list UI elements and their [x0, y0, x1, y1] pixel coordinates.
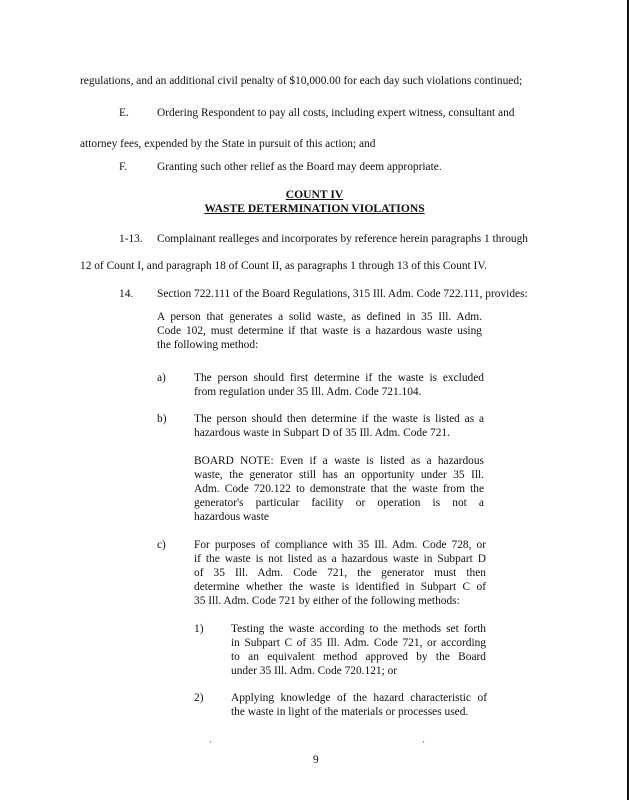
subitem-label-2: 2): [194, 692, 204, 704]
quote-line: of 35 Ill. Adm. Code 721, the generator must then: [194, 567, 486, 579]
board-note-line: hazardous waste: [194, 511, 269, 523]
item-label-c: c): [157, 539, 166, 551]
quote-line: The person should first determine if the waste is excluded: [194, 372, 484, 384]
text-line: Ordering Respondent to pay all costs, including expert witness, consultant and: [157, 107, 515, 119]
quote-line: determine whether the waste is identified in Subpart C of: [194, 581, 486, 593]
quote-line: The person should then determine if the waste is listed as a: [194, 413, 484, 425]
quote-line: in Subpart C of 35 Ill. Adm. Code 721, or according: [231, 637, 486, 649]
quote-line: if the waste is not listed as a hazardous waste in Subpart D: [194, 553, 486, 565]
quote-line: For purposes of compliance with 35 Ill. Adm. Code 728, or: [194, 539, 486, 551]
paragraph-label: 1-13.: [119, 233, 143, 245]
paragraph-label: 14.: [119, 288, 134, 300]
quote-line: the following method:: [157, 339, 259, 351]
quote-line: Code 102, must determine if that waste is a hazardous waste using: [157, 325, 482, 337]
text-line: attorney fees, expended by the State in pursuit of this action; and: [80, 138, 376, 150]
scan-speck: ·: [209, 737, 212, 747]
quote-line: under 35 Ill. Adm. Code 720.121; or: [231, 665, 398, 677]
item-label-b: b): [157, 413, 167, 425]
text-line: regulations, and an additional civil penalty of $10,000.00 for each day such violations continued;: [80, 75, 523, 87]
quote-line: 35 Ill. Adm. Code 721 by either of the following methods:: [194, 595, 460, 607]
quote-line: from regulation under 35 Ill. Adm. Code 721.104.: [194, 386, 422, 398]
text-line: Granting such other relief as the Board may deem appropriate.: [157, 161, 442, 173]
scan-speck: ·: [422, 737, 425, 747]
text-line: Complainant realleges and incorporates by reference herein paragraphs 1 through: [157, 233, 528, 245]
text-line: Section 722.111 of the Board Regulations, 315 Ill. Adm. Code 722.111, provides:: [157, 288, 528, 300]
page-number: 9: [313, 754, 319, 766]
text-line: 12 of Count I, and paragraph 18 of Count II, as paragraphs 1 through 13 of this Count IV.: [80, 260, 487, 272]
section-title: COUNT IV: [285, 188, 344, 201]
item-label-e: E.: [119, 107, 129, 119]
quote-line: the waste in light of the materials or processes used.: [231, 706, 469, 718]
subitem-label-1: 1): [194, 623, 204, 635]
quote-line: hazardous waste in Subpart D of 35 Ill. Adm. Code 721.: [194, 427, 450, 439]
item-label-f: F.: [119, 161, 128, 173]
section-subtitle: WASTE DETERMINATION VIOLATIONS: [204, 202, 425, 215]
board-note-line: generator's particular facility or operation is not a: [194, 497, 484, 509]
quote-line: Applying knowledge of the hazard characteristic of: [231, 692, 487, 704]
board-note-line: waste, the generator still has an opportunity under 35 Ill.: [194, 469, 484, 481]
quote-line: to an equivalent method approved by the Board: [231, 651, 486, 663]
item-label-a: a): [157, 372, 166, 384]
quote-line: A person that generates a solid waste, as defined in 35 Ill. Adm.: [157, 311, 482, 323]
board-note-line: Adm. Code 720.122 to demonstrate that the waste from the: [194, 483, 484, 495]
board-note-line: BOARD NOTE: Even if a waste is listed as a hazardous: [194, 455, 484, 467]
quote-line: Testing the waste according to the methods set forth: [231, 623, 486, 635]
